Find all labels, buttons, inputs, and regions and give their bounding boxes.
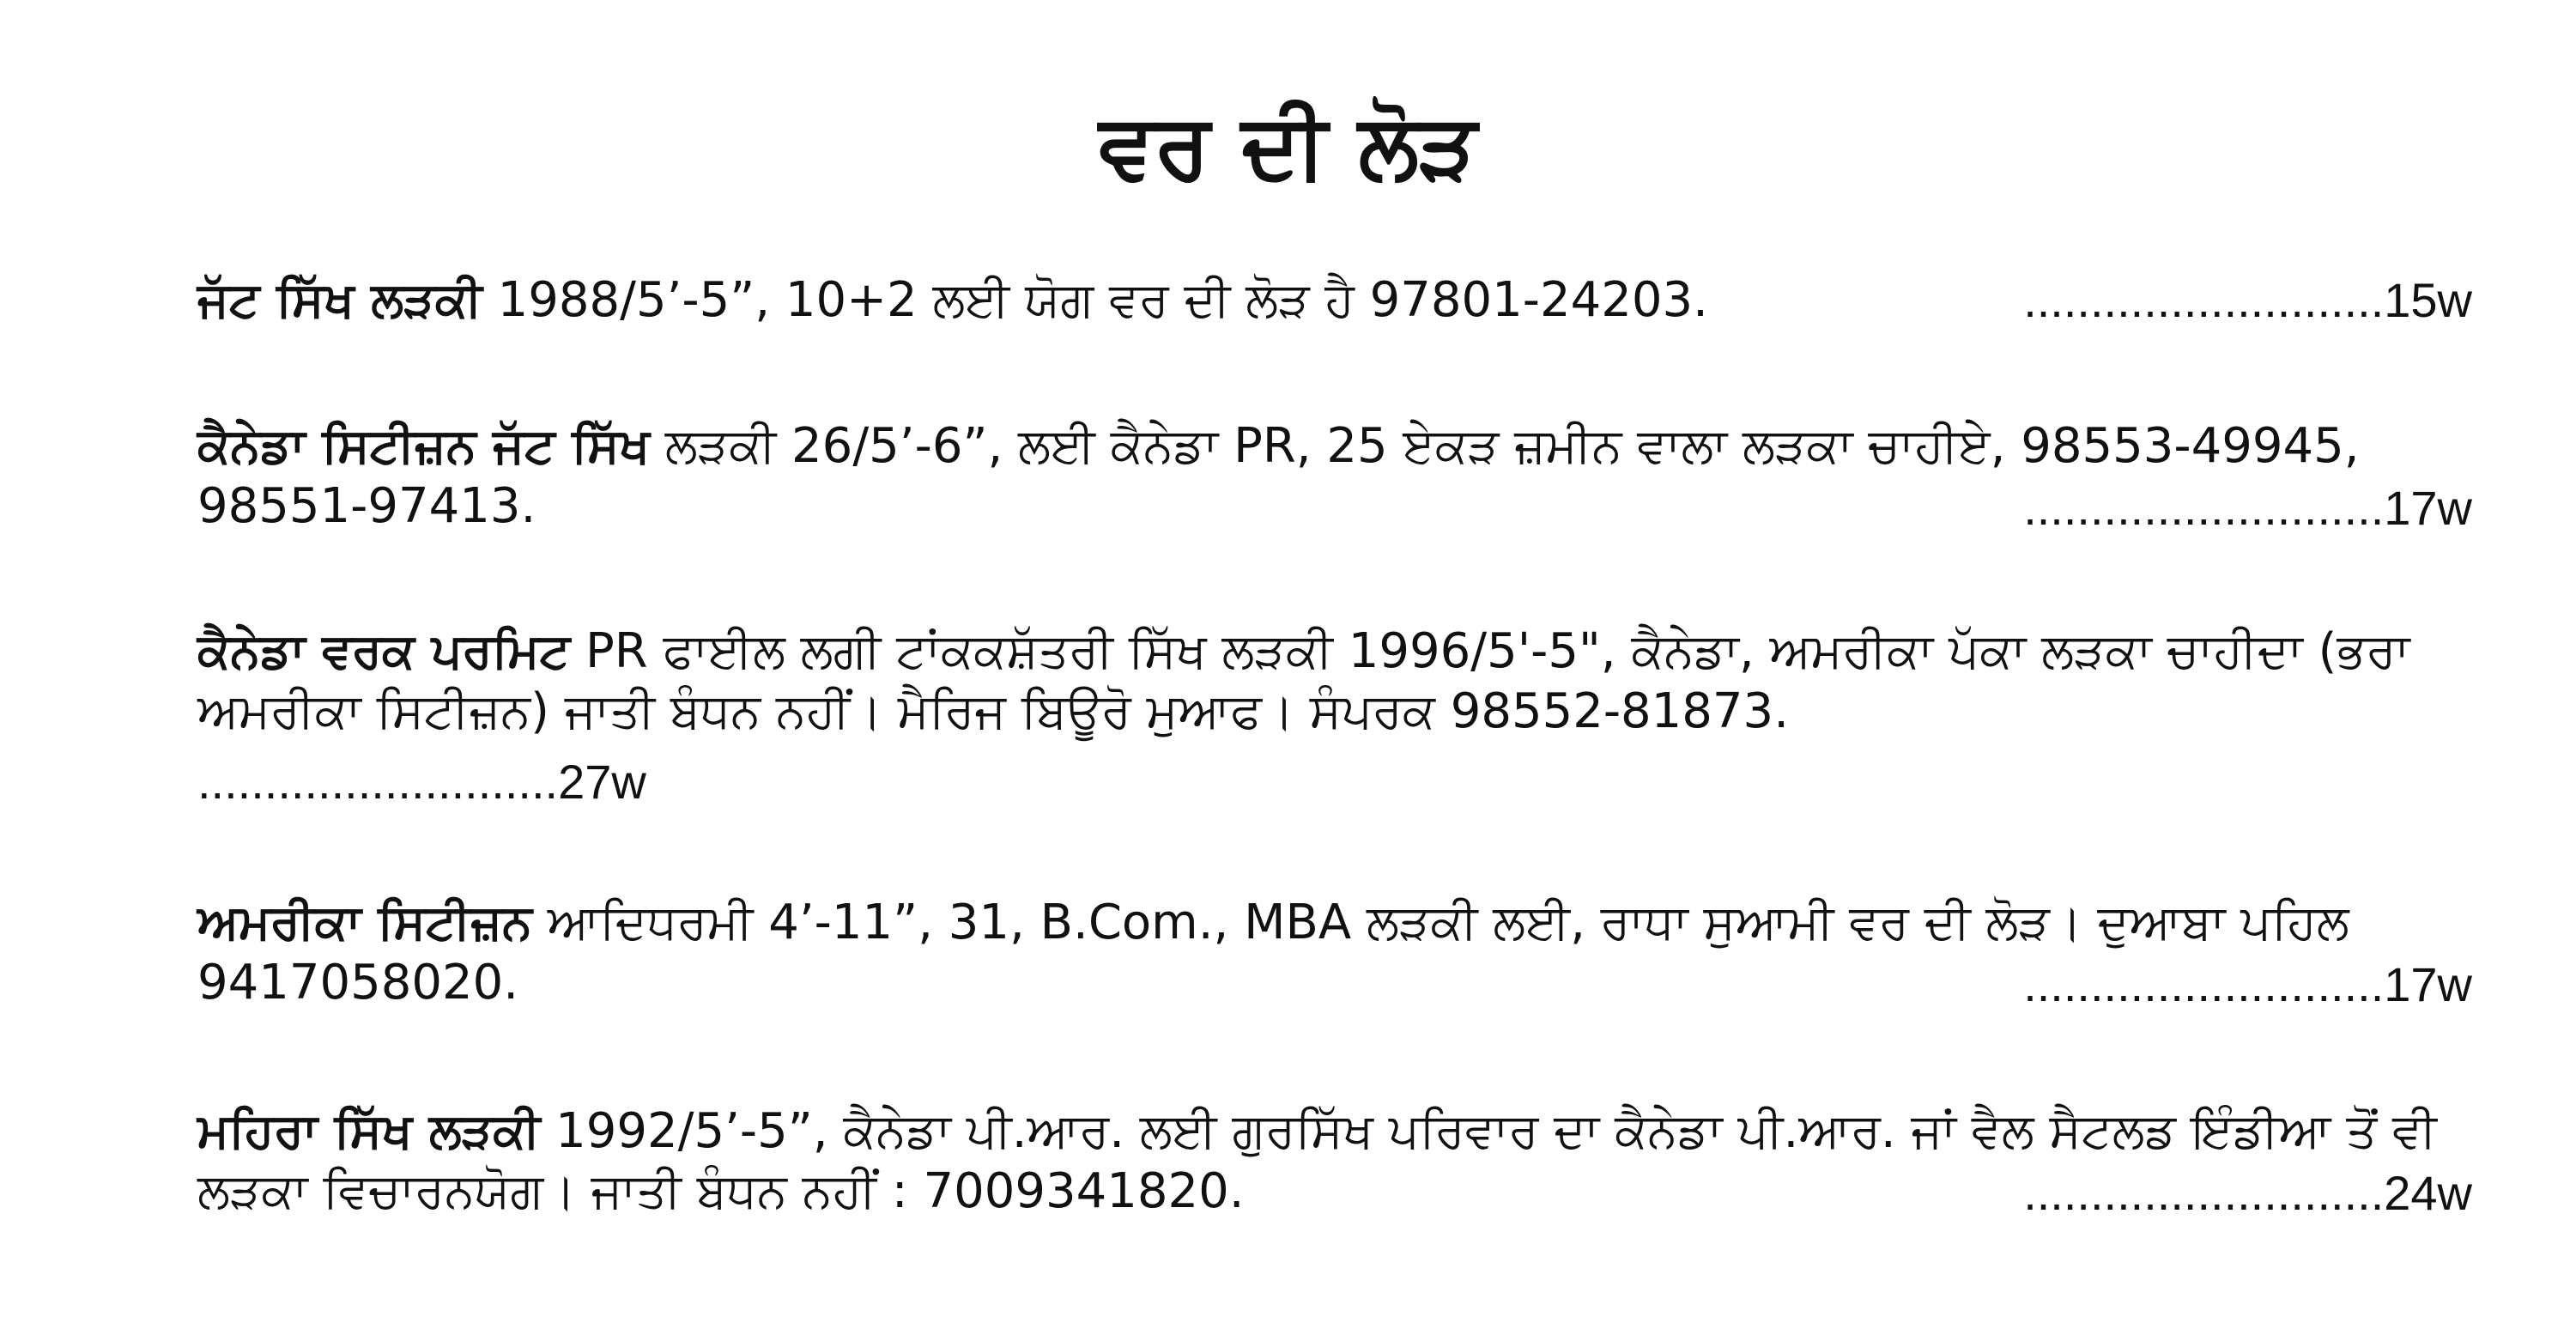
ad-body: 1988/5’-5”, 10+2 ਲਈ ਯੋਗ ਵਰ ਦੀ ਲੋੜ ਹੈ 97801-24203. (482, 272, 1708, 328)
ad-word-count: ...........................27w (197, 755, 646, 809)
ad-word-count: ...........................15w (2023, 273, 2472, 327)
classified-ad (197, 893, 2472, 1015)
ad-body: 1992/5’-5”, ਕੈਨੇਡਾ ਪੀ.ਆਰ. ਲਈ ਗੁਰਸਿੱਖ ਪਰਿਵਾਰ ਦਾ ਕੈਨੇਡਾ ਪੀ.ਆਰ. ਜਾਂ ਵੈਲ ਸੈਟਲਡ ਇੰਡੀਆ ਤੋਂ ਵੀ ਲੜਕਾ ਵਿਚਾਰਨਯੋਗ। ਜਾਤੀ ਬੰਧਨ ਨਹੀਂ : 7009341820. (197, 1103, 2437, 1219)
ad-word-count: ...........................24w (2023, 1166, 2472, 1220)
ad-body: ਆਦਿਧਰਮੀ 4’-11”, 31, B.Com., MBA ਲੜਕੀ ਲਈ, ਰਾਧਾ ਸੁਆਮੀ ਵਰ ਦੀ ਲੋੜ। ਦੁਆਬਾ ਪਹਿਲ 9417058020. (197, 895, 2349, 1010)
classified-ad (197, 416, 2472, 538)
ad-lead: ਕੈਨੇਡਾ ਵਰਕ ਪਰਮਿਟ (197, 623, 571, 679)
ad-lead: ਕੈਨੇਡਾ ਸਿਟੀਜ਼ਨ ਜੱਟ ਸਿੱਖ (197, 418, 650, 474)
classified-ad (197, 1101, 2472, 1223)
ad-word-count: ...........................17w (2023, 957, 2472, 1011)
ad-lead: ਜੱਟ ਸਿੱਖ ਲੜਕੀ (197, 272, 482, 328)
ad-lead: ਅਮਰੀਕਾ ਸਿਟੀਜ਼ਨ (197, 895, 532, 950)
ad-body: PR ਫਾਈਲ ਲਗੀ ਟਾਂਕਕਸ਼ੱਤਰੀ ਸਿੱਖ ਲੜਕੀ 1996/5'-5", ਕੈਨੇਡਾ, ਅਮਰੀਕਾ ਪੱਕਾ ਲੜਕਾ ਚਾਹੀਦਾ (ਭਰਾ ਅਮਰੀਕਾ ਸਿਟੀਜ਼ਨ) ਜਾਤੀ ਬੰਧਨ ਨਹੀਂ। ਮੈਰਿਜ ਬਿਊਰੋ ਮੁਆਫ। ਸੰਪਰਕ 98552-81873. (197, 623, 2410, 739)
ad-lead: ਮਹਿਰਾ ਸਿੱਖ ਲੜਕੀ (197, 1103, 541, 1159)
ad-word-count: ...........................17w (2023, 481, 2472, 535)
ad-body: ਲੜਕੀ 26/5’-6”, ਲਈ ਕੈਨੇਡਾ PR, 25 ਏਕੜ ਜ਼ਮੀਨ ਵਾਲਾ ਲੜਕਾ ਚਾਹੀਏ, 98553-49945, 98551-97413. (197, 418, 2360, 534)
classified-ad (197, 622, 2472, 812)
classified-ad (197, 270, 2472, 331)
page-title: ਵਰ ਦੀ ਲੋੜ (1099, 94, 1477, 198)
